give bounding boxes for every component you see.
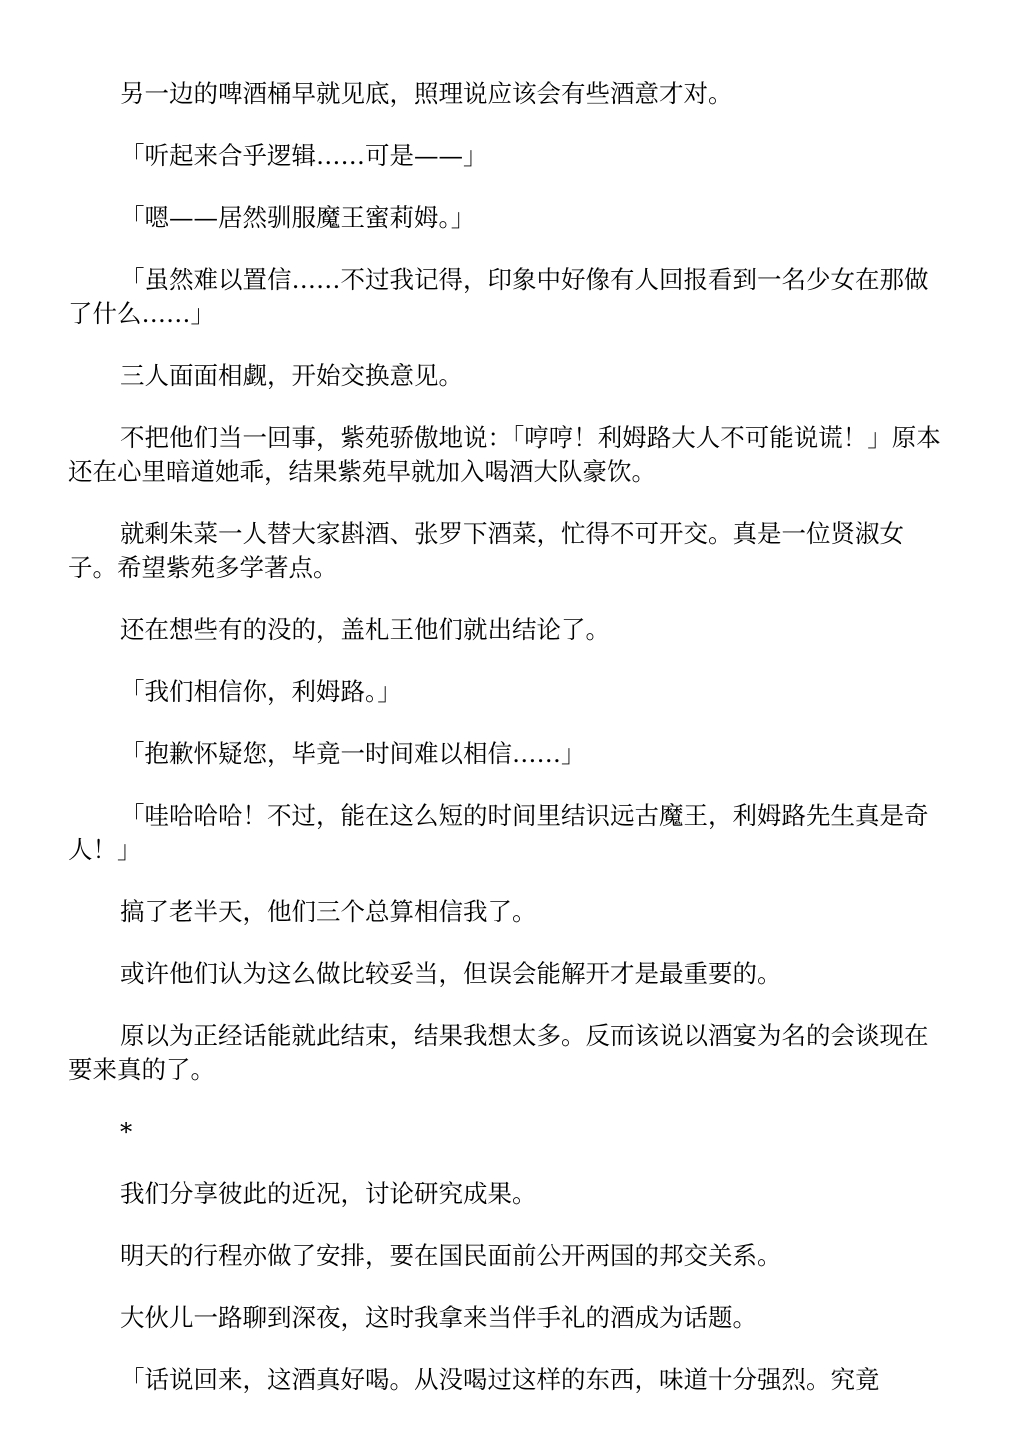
- paragraph: 明天的行程亦做了安排，要在国民面前公开两国的邦交关系。: [120, 1241, 782, 1270]
- paragraph: 「嗯——居然驯服魔王蜜莉姆。」: [120, 203, 476, 232]
- paragraph: 还在想些有的没的，盖札王他们就出结论了。: [120, 615, 610, 644]
- paragraph: 原以为正经话能就此结束，结果我想太多。反而该说以酒宴为名的会谈现在要来真的了。: [68, 1021, 929, 1084]
- paragraph: 或许他们认为这么做比较妥当，但误会能解开才是最重要的。: [120, 959, 782, 988]
- paragraph: 搞了老半天，他们三个总算相信我了。: [120, 897, 537, 926]
- paragraph: 「哇哈哈哈！不过，能在这么短的时间里结识远古魔王，利姆路先生真是奇人！」: [68, 801, 929, 864]
- paragraph: 「虽然难以置信……不过我记得，印象中好像有人回报看到一名少女在那做了什么……」: [68, 265, 929, 328]
- paragraph: 大伙儿一路聊到深夜，这时我拿来当伴手礼的酒成为话题。: [120, 1303, 757, 1332]
- paragraph: 「听起来合乎逻辑……可是——」: [120, 141, 488, 170]
- paragraph: 「话说回来，这酒真好喝。从没喝过这样的东西，味道十分强烈。究竟: [120, 1365, 880, 1394]
- paragraph: 我们分享彼此的近况，讨论研究成果。: [120, 1179, 537, 1208]
- paragraph: 「我们相信你，利姆路。」: [120, 677, 402, 706]
- paragraph: 不把他们当一回事，紫苑骄傲地说：「哼哼！利姆路大人不可能说谎！」原本还在心里暗道她乖，结果紫苑早就加入喝酒大队豪饮。: [68, 423, 941, 486]
- section-separator: *: [120, 1117, 133, 1146]
- paragraph: 「抱歉怀疑您，毕竟一时间难以相信……」: [120, 739, 586, 768]
- paragraph: 另一边的啤酒桶早就见底，照理说应该会有些酒意才对。: [120, 79, 733, 108]
- paragraph: 三人面面相觑，开始交换意见。: [120, 361, 463, 390]
- paragraph: 就剩朱菜一人替大家斟酒、张罗下酒菜，忙得不可开交。真是一位贤淑女子。希望紫苑多学著点。: [68, 519, 904, 582]
- document-page: [68, 77, 946, 1425]
